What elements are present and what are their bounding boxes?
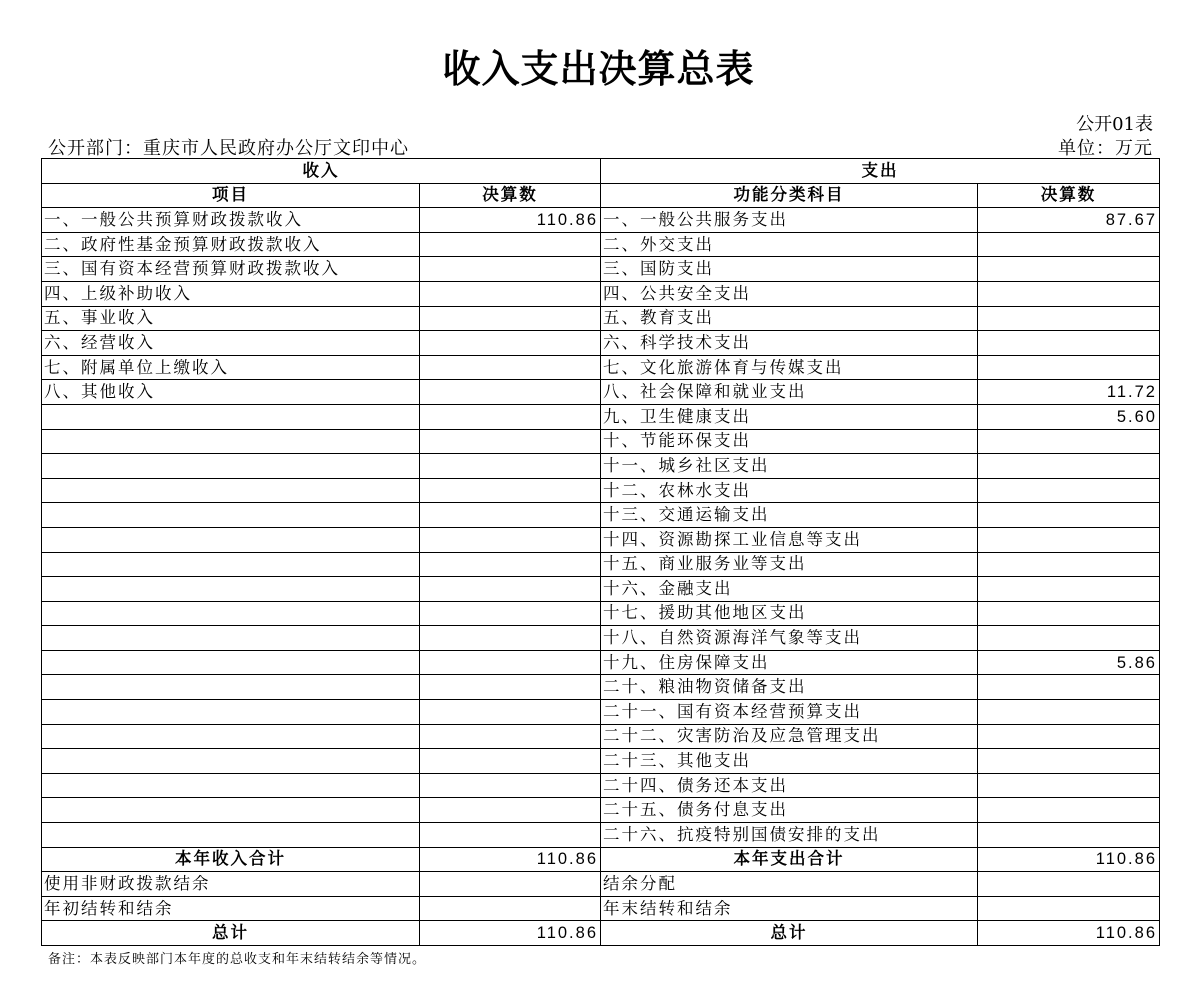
expense-item: 二十三、其他支出 bbox=[601, 749, 978, 774]
nonfiscal-value bbox=[420, 872, 601, 897]
grand-expense-label: 总计 bbox=[601, 921, 978, 946]
income-item bbox=[42, 527, 420, 552]
expense-amount bbox=[978, 700, 1160, 725]
table-row bbox=[42, 380, 1160, 405]
expense-amount: 87.67 bbox=[978, 208, 1160, 233]
expense-item: 八、社会保障和就业支出 bbox=[601, 380, 978, 405]
begin-carry-label: 年初结转和结余 bbox=[42, 896, 420, 921]
table-row bbox=[42, 675, 1160, 700]
expense-item: 一、一般公共服务支出 bbox=[601, 208, 978, 233]
income-item bbox=[42, 552, 420, 577]
income-amount bbox=[420, 454, 601, 479]
expense-amount bbox=[978, 331, 1160, 356]
income-item bbox=[42, 601, 420, 626]
year-income-total-value: 110.86 bbox=[420, 847, 601, 872]
expense-amount bbox=[978, 675, 1160, 700]
year-total-row bbox=[42, 847, 1160, 872]
expense-amount bbox=[978, 798, 1160, 823]
table-row bbox=[42, 552, 1160, 577]
expense-item: 十三、交通运输支出 bbox=[601, 503, 978, 528]
income-amount bbox=[420, 429, 601, 454]
surplus-dist-value bbox=[978, 872, 1160, 897]
table-row bbox=[42, 823, 1160, 848]
income-item: 二、政府性基金预算财政拨款收入 bbox=[42, 232, 420, 257]
table-row bbox=[42, 773, 1160, 798]
unit-label: 单位：万元 bbox=[1058, 138, 1153, 159]
income-item bbox=[42, 724, 420, 749]
income-item: 六、经营收入 bbox=[42, 331, 420, 356]
expense-item: 五、教育支出 bbox=[601, 306, 978, 331]
income-amount: 110.86 bbox=[420, 208, 601, 233]
expense-item: 二十六、抗疫特别国债安排的支出 bbox=[601, 823, 978, 848]
nonfiscal-label: 使用非财政拨款结余 bbox=[42, 872, 420, 897]
income-amount bbox=[420, 281, 601, 306]
income-amount bbox=[420, 823, 601, 848]
income-amount bbox=[420, 601, 601, 626]
expense-item: 十五、商业服务业等支出 bbox=[601, 552, 978, 577]
page-title: 收入支出决算总表 bbox=[442, 46, 755, 91]
expense-amount bbox=[978, 355, 1160, 380]
income-amount bbox=[420, 552, 601, 577]
income-amount bbox=[420, 724, 601, 749]
expense-item: 二、外交支出 bbox=[601, 232, 978, 257]
income-amount bbox=[420, 700, 601, 725]
table-row bbox=[42, 601, 1160, 626]
income-amount bbox=[420, 650, 601, 675]
expense-amount bbox=[978, 454, 1160, 479]
table-row bbox=[42, 232, 1160, 257]
table-row bbox=[42, 724, 1160, 749]
col-income-amount-header: 决算数 bbox=[420, 183, 601, 208]
end-carry-value bbox=[978, 896, 1160, 921]
table-row bbox=[42, 454, 1160, 479]
income-amount bbox=[420, 478, 601, 503]
expense-item: 十八、自然资源海洋气象等支出 bbox=[601, 626, 978, 651]
expense-amount bbox=[978, 429, 1160, 454]
expense-item: 二十五、债务付息支出 bbox=[601, 798, 978, 823]
income-item bbox=[42, 700, 420, 725]
income-amount bbox=[420, 306, 601, 331]
expense-amount bbox=[978, 306, 1160, 331]
expense-amount bbox=[978, 724, 1160, 749]
income-amount bbox=[420, 675, 601, 700]
income-group-header: 收入 bbox=[42, 159, 601, 184]
income-item: 一、一般公共预算财政拨款收入 bbox=[42, 208, 420, 233]
department-label: 公开部门：重庆市人民政府办公厅文印中心 bbox=[48, 138, 409, 159]
table-row bbox=[42, 208, 1160, 233]
table-row bbox=[42, 577, 1160, 602]
table-row bbox=[42, 257, 1160, 282]
year-income-total-label: 本年收入合计 bbox=[42, 847, 420, 872]
carry-row-2 bbox=[42, 896, 1160, 921]
expense-item: 二十一、国有资本经营预算支出 bbox=[601, 700, 978, 725]
year-expense-total-value: 110.86 bbox=[978, 847, 1160, 872]
income-amount bbox=[420, 380, 601, 405]
table-row bbox=[42, 650, 1160, 675]
table-row bbox=[42, 404, 1160, 429]
income-item: 三、国有资本经营预算财政拨款收入 bbox=[42, 257, 420, 282]
table-row bbox=[42, 749, 1160, 774]
form-number: 公开01表 bbox=[1076, 114, 1153, 135]
income-amount bbox=[420, 773, 601, 798]
expense-amount bbox=[978, 281, 1160, 306]
income-item bbox=[42, 798, 420, 823]
table-row bbox=[42, 429, 1160, 454]
table-row bbox=[42, 626, 1160, 651]
expense-item: 十一、城乡社区支出 bbox=[601, 454, 978, 479]
grand-total-row bbox=[42, 921, 1160, 946]
income-amount bbox=[420, 257, 601, 282]
expense-item: 十四、资源勘探工业信息等支出 bbox=[601, 527, 978, 552]
expense-item: 二十四、债务还本支出 bbox=[601, 773, 978, 798]
expense-amount: 5.60 bbox=[978, 404, 1160, 429]
budget-table bbox=[41, 158, 1160, 946]
income-item bbox=[42, 650, 420, 675]
income-amount bbox=[420, 331, 601, 356]
grand-income-value: 110.86 bbox=[420, 921, 601, 946]
expense-item: 十七、援助其他地区支出 bbox=[601, 601, 978, 626]
column-header-row bbox=[42, 183, 1160, 208]
income-item: 七、附属单位上缴收入 bbox=[42, 355, 420, 380]
begin-carry-value bbox=[420, 896, 601, 921]
income-item bbox=[42, 675, 420, 700]
group-header-row bbox=[42, 159, 1160, 184]
expense-amount bbox=[978, 626, 1160, 651]
carry-row-1 bbox=[42, 872, 1160, 897]
table-row bbox=[42, 281, 1160, 306]
expense-amount bbox=[978, 527, 1160, 552]
expense-amount bbox=[978, 257, 1160, 282]
expense-amount bbox=[978, 503, 1160, 528]
expense-amount: 5.86 bbox=[978, 650, 1160, 675]
income-item bbox=[42, 823, 420, 848]
income-item bbox=[42, 478, 420, 503]
budget-table-body bbox=[42, 159, 1160, 848]
expense-amount bbox=[978, 773, 1160, 798]
expense-amount bbox=[978, 749, 1160, 774]
expense-item: 六、科学技术支出 bbox=[601, 331, 978, 356]
surplus-dist-label: 结余分配 bbox=[601, 872, 978, 897]
income-item bbox=[42, 454, 420, 479]
income-item: 八、其他收入 bbox=[42, 380, 420, 405]
expense-item: 十六、金融支出 bbox=[601, 577, 978, 602]
expense-amount: 11.72 bbox=[978, 380, 1160, 405]
table-row bbox=[42, 503, 1160, 528]
expense-item: 二十二、灾害防治及应急管理支出 bbox=[601, 724, 978, 749]
income-item bbox=[42, 626, 420, 651]
income-item bbox=[42, 749, 420, 774]
expense-item: 三、国防支出 bbox=[601, 257, 978, 282]
expense-amount bbox=[978, 232, 1160, 257]
expense-item: 七、文化旅游体育与传媒支出 bbox=[601, 355, 978, 380]
footnote: 备注：本表反映部门本年度的总收支和年末结转结余等情况。 bbox=[48, 952, 427, 967]
table-row bbox=[42, 700, 1160, 725]
income-item bbox=[42, 429, 420, 454]
expense-amount bbox=[978, 601, 1160, 626]
income-item bbox=[42, 404, 420, 429]
expense-amount bbox=[978, 577, 1160, 602]
income-amount bbox=[420, 749, 601, 774]
end-carry-label: 年末结转和结余 bbox=[601, 896, 978, 921]
expense-amount bbox=[978, 478, 1160, 503]
table-row bbox=[42, 331, 1160, 356]
expense-item: 十九、住房保障支出 bbox=[601, 650, 978, 675]
expense-group-header: 支出 bbox=[601, 159, 1160, 184]
income-amount bbox=[420, 626, 601, 651]
income-item: 四、上级补助收入 bbox=[42, 281, 420, 306]
expense-item: 十二、农林水支出 bbox=[601, 478, 978, 503]
income-item bbox=[42, 577, 420, 602]
grand-income-label: 总计 bbox=[42, 921, 420, 946]
table-row bbox=[42, 355, 1160, 380]
col-function-header: 功能分类科目 bbox=[601, 183, 978, 208]
table-row bbox=[42, 527, 1160, 552]
expense-item: 十、节能环保支出 bbox=[601, 429, 978, 454]
col-expense-amount-header: 决算数 bbox=[978, 183, 1160, 208]
income-amount bbox=[420, 355, 601, 380]
income-amount bbox=[420, 527, 601, 552]
income-item bbox=[42, 773, 420, 798]
col-item-header: 项目 bbox=[42, 183, 420, 208]
expense-item: 九、卫生健康支出 bbox=[601, 404, 978, 429]
income-amount bbox=[420, 503, 601, 528]
income-amount bbox=[420, 232, 601, 257]
expense-amount bbox=[978, 552, 1160, 577]
table-row bbox=[42, 798, 1160, 823]
income-item: 五、事业收入 bbox=[42, 306, 420, 331]
grand-expense-value: 110.86 bbox=[978, 921, 1160, 946]
expense-amount bbox=[978, 823, 1160, 848]
table-row bbox=[42, 306, 1160, 331]
income-item bbox=[42, 503, 420, 528]
expense-item: 二十、粮油物资储备支出 bbox=[601, 675, 978, 700]
income-amount bbox=[420, 798, 601, 823]
year-expense-total-label: 本年支出合计 bbox=[601, 847, 978, 872]
totals-body bbox=[42, 847, 1160, 945]
income-amount bbox=[420, 577, 601, 602]
income-amount bbox=[420, 404, 601, 429]
expense-item: 四、公共安全支出 bbox=[601, 281, 978, 306]
table-row bbox=[42, 478, 1160, 503]
